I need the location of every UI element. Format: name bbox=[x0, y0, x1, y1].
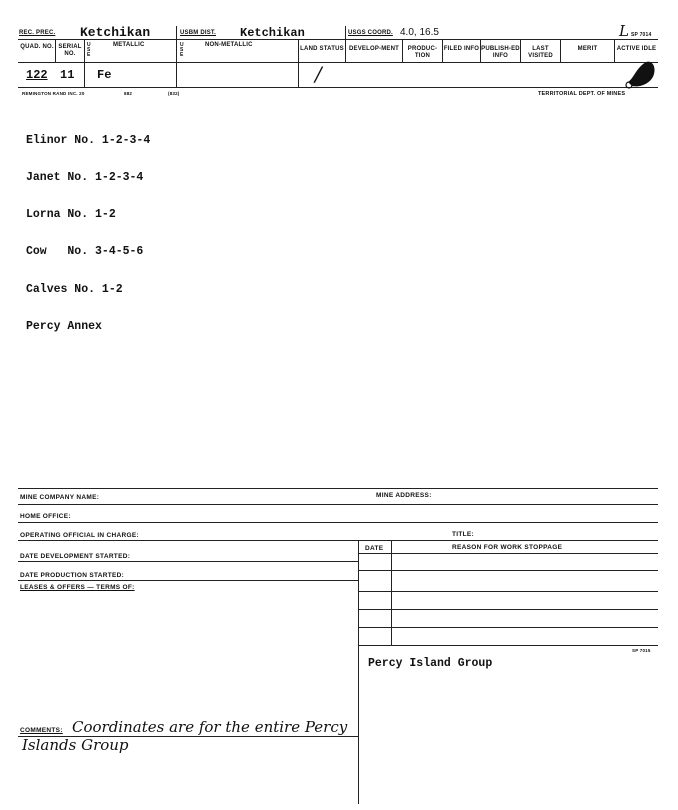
column-divider bbox=[358, 540, 359, 804]
col-land-status: LAND STATUS bbox=[300, 46, 344, 52]
col-divider bbox=[84, 40, 85, 88]
form-top-rule bbox=[18, 488, 658, 489]
quad-no-value: 122 bbox=[26, 68, 48, 82]
serial-no-value: 11 bbox=[60, 68, 75, 82]
territorial-dept: TERRITORIAL DEPT. OF MINES bbox=[538, 91, 626, 97]
usbm-dist-value: Ketchikan bbox=[240, 26, 305, 40]
form-rule bbox=[18, 504, 658, 505]
printer-imprint: REMINGTON RAND INC. 20 bbox=[22, 91, 85, 96]
ink-blot-icon bbox=[624, 58, 658, 90]
data-row-rule bbox=[18, 87, 658, 88]
column-header-rule bbox=[18, 62, 658, 63]
col-nonmetallic: NON-METALLIC bbox=[205, 42, 253, 48]
col-merit: MERIT bbox=[577, 46, 598, 52]
metallic-value: Fe bbox=[97, 68, 112, 82]
col-development: DEVELOP-MENT bbox=[348, 46, 400, 52]
mine-company-label: MINE COMPANY NAME: bbox=[20, 494, 100, 501]
table-rule bbox=[358, 591, 658, 592]
leases-label: LEASES & OFFERS — TERMS OF: bbox=[20, 584, 135, 591]
col-divider bbox=[345, 26, 346, 40]
usgs-coord-value: 4.0, 16.5 bbox=[400, 27, 439, 38]
claim-item: Elinor No. 1-2-3-4 bbox=[26, 133, 151, 147]
home-office-label: HOME OFFICE: bbox=[20, 513, 71, 520]
comments-line-2: Islands Group bbox=[22, 736, 129, 754]
table-rule bbox=[358, 553, 658, 554]
col-divider bbox=[176, 26, 177, 88]
form-rule bbox=[18, 561, 358, 562]
col-serial-no: SERIAL NO. bbox=[58, 44, 82, 57]
corner-mark: L bbox=[619, 22, 629, 40]
reason-column-header: REASON FOR WORK STOPPAGE bbox=[452, 544, 563, 551]
date-development-label: DATE DEVELOPMENT STARTED: bbox=[20, 553, 131, 560]
col-use-metallic: U S E bbox=[87, 42, 91, 58]
title-label: TITLE: bbox=[452, 531, 475, 538]
operating-official-label: OPERATING OFFICIAL IN CHARGE: bbox=[20, 532, 139, 539]
imprint-code-1: 882 bbox=[124, 91, 133, 96]
col-last-visited: LAST VISITED bbox=[528, 46, 553, 59]
form-rule bbox=[18, 522, 658, 523]
date-column-header: DATE bbox=[365, 545, 384, 552]
col-active-idle: ACTIVE IDLE bbox=[616, 46, 657, 52]
col-metallic: METALLIC bbox=[113, 42, 145, 48]
rec-prec-label: REC. PREC. bbox=[19, 30, 56, 36]
usgs-coord-label: USGS COORD. bbox=[348, 30, 393, 36]
col-production: PRODUC-TION bbox=[407, 46, 438, 59]
claim-item: Cow No. 3-4-5-6 bbox=[26, 245, 144, 259]
group-note: Percy Island Group bbox=[368, 657, 493, 670]
col-quad-no: QUAD. NO. bbox=[20, 44, 54, 50]
back-form-code: SP 7015 bbox=[632, 648, 651, 653]
form-rule bbox=[18, 580, 358, 581]
claim-item: Janet No. 1-2-3-4 bbox=[26, 171, 144, 185]
table-rule bbox=[358, 609, 658, 610]
table-rule bbox=[358, 627, 658, 628]
comments-label: COMMENTS: bbox=[20, 727, 63, 734]
mine-address-label: MINE ADDRESS: bbox=[376, 492, 432, 499]
table-rule bbox=[358, 645, 658, 646]
land-status-value: / bbox=[315, 62, 322, 86]
column-divider bbox=[391, 540, 392, 646]
col-published-info: PUBLISH-ED INFO bbox=[481, 46, 520, 59]
comments-line-1: Coordinates are for the entire Percy bbox=[72, 718, 348, 736]
table-rule bbox=[358, 570, 658, 571]
form-code: SP 7014 bbox=[631, 32, 652, 38]
date-production-label: DATE PRODUCTION STARTED: bbox=[20, 572, 125, 579]
claim-item: Lorna No. 1-2 bbox=[26, 208, 116, 222]
form-rule bbox=[18, 540, 658, 541]
col-use-nonmetallic: U S E bbox=[180, 42, 184, 58]
col-filed-info: FILED INFO bbox=[443, 46, 480, 52]
usbm-dist-label: USBM DIST. bbox=[180, 30, 217, 36]
imprint-code-2: (832) bbox=[168, 91, 180, 96]
claims-list bbox=[26, 110, 150, 346]
claim-item: Percy Annex bbox=[26, 319, 102, 333]
claim-item: Calves No. 1-2 bbox=[26, 282, 123, 296]
rec-prec-value: Ketchikan bbox=[80, 25, 151, 40]
